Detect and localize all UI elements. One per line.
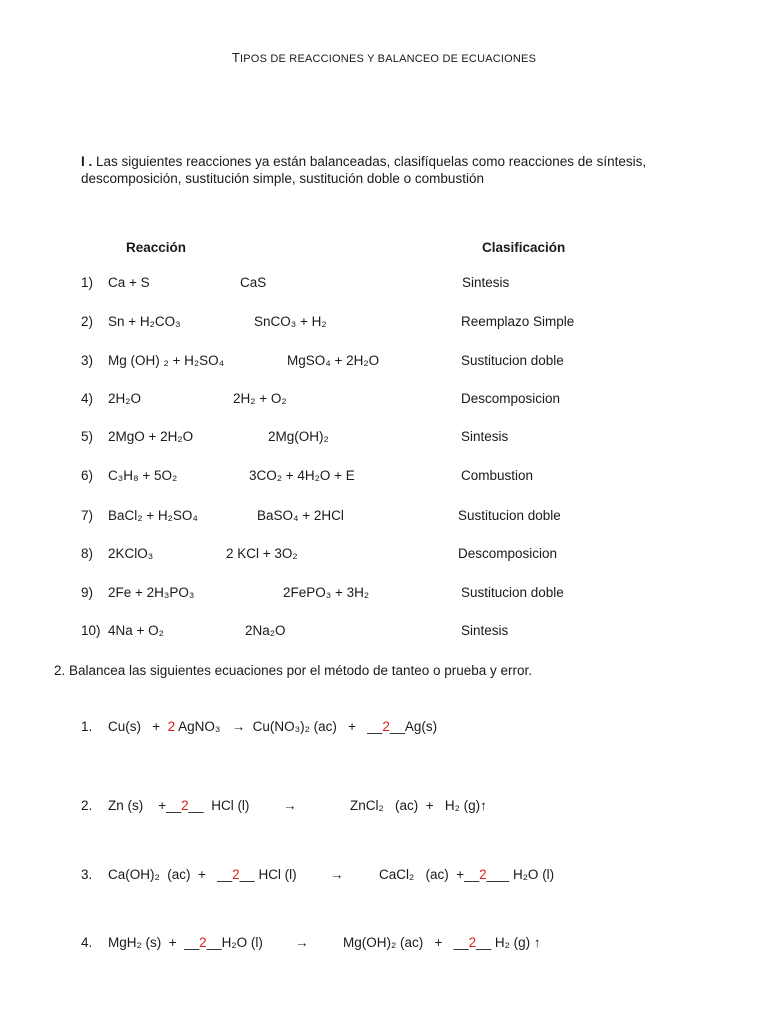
equation-number: 1. <box>81 719 93 734</box>
row-classification: Sintesis <box>461 429 509 444</box>
equation-2-left: Zn (s) +__2__ HCl (l) <box>108 798 250 813</box>
row-reactants: 2Fe + 2H₃PO₃ <box>108 585 195 600</box>
answer-coefficient: 2 <box>468 935 477 950</box>
section1-roman-numeral: I . <box>81 154 93 169</box>
instruction-line-1: Las siguientes reacciones ya están balanceadas, clasifíquelas como reacciones de síntesis, <box>92 154 647 169</box>
row-products: 2FePO₃ + 3H₂ <box>283 585 370 600</box>
header-classification: Clasificación <box>482 240 566 255</box>
row-number: 6) <box>81 468 94 483</box>
row-number: 5) <box>81 429 94 444</box>
row-products: 2 KCl + 3O₂ <box>226 546 298 561</box>
reaction-arrow: → <box>330 867 344 882</box>
row-products: CaS <box>240 275 267 290</box>
row-products: 2Na₂O <box>245 623 286 638</box>
equation-3-left: Ca(OH)₂ (ac) + __2__ HCl (l) <box>108 867 297 882</box>
row-classification: Sustitucion doble <box>461 353 564 368</box>
row-reactants: 2KClO₃ <box>108 546 154 561</box>
row-products: SnCO₃ + H₂ <box>254 314 327 329</box>
row-reactants: BaCl₂ + H₂SO₄ <box>108 508 198 523</box>
row-number: 2) <box>81 314 94 329</box>
row-products: 2Mg(OH)₂ <box>268 429 329 444</box>
row-reactants: C₃H₈ + 5O₂ <box>108 468 178 483</box>
row-reactants: Ca + S <box>108 275 150 290</box>
row-number: 1) <box>81 275 94 290</box>
header-reaction: Reacción <box>126 240 187 255</box>
row-number: 9) <box>81 585 94 600</box>
row-classification: Sintesis <box>462 275 510 290</box>
row-number: 3) <box>81 353 94 368</box>
row-classification: Sustitucion doble <box>458 508 561 523</box>
equation-4-left: MgH₂ (s) + __2__H₂O (l) <box>108 935 263 950</box>
row-products: 2H₂ + O₂ <box>233 391 287 406</box>
row-reactants: Mg (OH) ₂ + H₂SO₄ <box>108 353 225 368</box>
row-products: BaSO₄ + 2HCl <box>257 508 344 523</box>
instruction-line-2: descomposición, sustitución simple, sustitución doble o combustión <box>81 171 484 186</box>
answer-coefficient: 2 <box>181 798 189 813</box>
row-number: 10) <box>81 623 101 638</box>
answer-coefficient: 2 <box>199 935 207 950</box>
row-reactants: 4Na + O₂ <box>108 623 164 638</box>
reaction-arrow: → <box>283 798 297 813</box>
equation-1: Cu(s) + 2 AgNO₃ → Cu(NO₃)₂ (ac) + __2__Ag(s) <box>108 719 438 734</box>
answer-coefficient: 2 <box>167 719 176 734</box>
row-classification: Sintesis <box>461 623 509 638</box>
row-classification: Descomposicion <box>461 391 561 406</box>
equation-3-right: CaCl₂ (ac) +__2___ H₂O (l) <box>379 867 555 882</box>
row-classification: Sustitucion doble <box>461 585 564 600</box>
row-products: 3CO₂ + 4H₂O + E <box>249 468 355 483</box>
row-reactants: Sn + H₂CO₃ <box>108 314 181 329</box>
equation-number: 3. <box>81 867 93 882</box>
section2-instruction: 2. Balancea las siguientes ecuaciones por el método de tanteo o prueba y error. <box>54 663 533 678</box>
row-classification: Descomposicion <box>458 546 558 561</box>
row-number: 4) <box>81 391 94 406</box>
equation-number: 4. <box>81 935 93 950</box>
equation-2-right: ZnCl₂ (ac) + H₂ (g)↑ <box>350 798 487 813</box>
row-reactants: 2H₂O <box>108 391 141 406</box>
row-classification: Combustion <box>461 468 534 483</box>
row-classification: Reemplazo Simple <box>461 314 575 329</box>
equation-number: 2. <box>81 798 93 813</box>
answer-coefficient: 2 <box>382 719 390 734</box>
answer-coefficient: 2 <box>479 867 487 882</box>
row-number: 8) <box>81 546 94 561</box>
section1-instruction <box>81 153 681 187</box>
page-title: TIPOS DE REACCIONES Y BALANCEO DE ECUACIONES <box>231 50 537 65</box>
row-products: MgSO₄ + 2H₂O <box>287 353 380 368</box>
reaction-arrow: → <box>295 935 309 950</box>
answer-coefficient: 2 <box>232 867 240 882</box>
row-number: 7) <box>81 508 94 523</box>
row-reactants: 2MgO + 2H₂O <box>108 429 194 444</box>
equation-4-right: Mg(OH)₂ (ac) + __2__ H₂ (g) ↑ <box>343 935 541 950</box>
